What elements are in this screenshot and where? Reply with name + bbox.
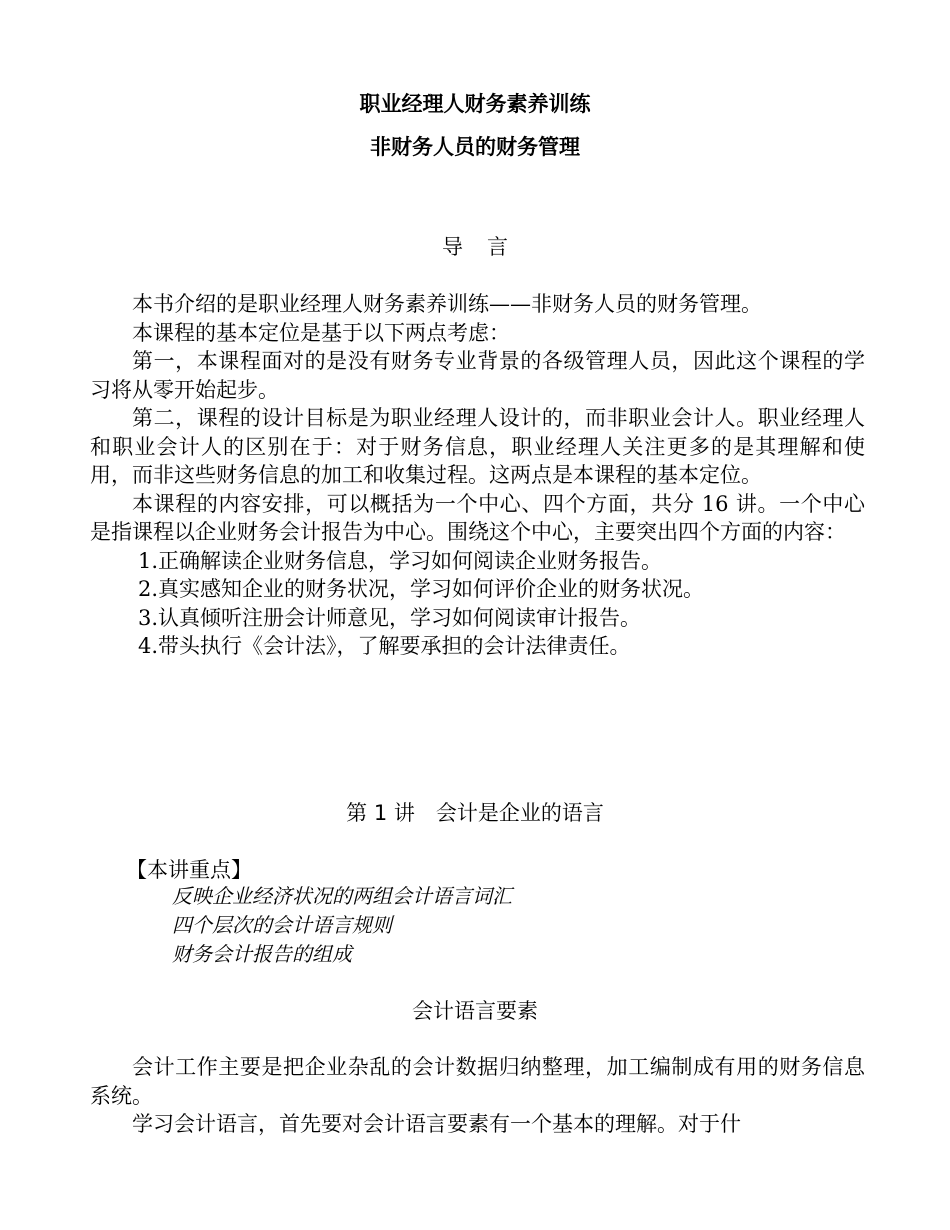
intro-paragraph: 本书介绍的是职业经理人财务素养训练——非财务人员的财务管理。 — [132, 292, 762, 316]
lecture-heading: 第 1 讲 会计是企业的语言 — [346, 801, 604, 825]
intro-heading: 导言 — [442, 235, 532, 259]
intro-paragraph: 第一，本课程面对的是没有财务专业背景的各级管理人员，因此这个课程的学习将从零开始起步。 — [90, 349, 865, 402]
intro-paragraph: 本课程的内容安排，可以概括为一个中心、四个方面，共分 16 讲。一个中心是指课程以企业财务会计报告为中心。围绕这个中心，主要突出四个方面的内容： — [90, 491, 865, 544]
intro-list-item: 4.带头执行《会计法》，了解要承担的会计法律责任。 — [138, 634, 631, 658]
intro-paragraph: 第二，课程的设计目标是为职业经理人设计的，而非职业会计人。职业经理人和职业会计人的区别在于：对于财务信息，职业经理人关注更多的是其理解和使用，而非这些财务信息的加工和收集过程。这两点是本课程的基本定位。 — [90, 406, 865, 487]
intro-body — [90, 290, 865, 661]
section-body — [90, 1053, 865, 1139]
intro-paragraph: 本课程的基本定位是基于以下两点考虑： — [132, 320, 510, 345]
key-point-item: 反映企业经济状况的两组会计语言词汇 — [172, 884, 512, 908]
section-paragraph: 学习会计语言，首先要对会计语言要素有一个基本的理解。对于什 — [132, 1112, 741, 1136]
key-points-list — [172, 882, 822, 969]
key-point-item: 财务会计报告的组成 — [172, 942, 352, 966]
document-title: 职业经理人财务素养训练 — [359, 92, 591, 116]
intro-list-item: 3.认真倾听注册会计师意见，学习如何阅读审计报告。 — [138, 605, 642, 630]
section-paragraph: 会计工作主要是把企业杂乱的会计数据归纳整理，加工编制成有用的财务信息系统。 — [90, 1055, 865, 1108]
intro-list-item: 1.正确解读企业财务信息，学习如何阅读企业财务报告。 — [138, 548, 663, 573]
intro-list-item: 2.真实感知企业的财务状况，学习如何评价企业的财务状况。 — [138, 577, 705, 601]
key-points-heading: 【本讲重点】 — [126, 858, 252, 882]
section-heading: 会计语言要素 — [412, 999, 538, 1023]
key-point-item: 四个层次的会计语言规则 — [172, 913, 392, 937]
document-subtitle: 非财务人员的财务管理 — [370, 135, 580, 159]
